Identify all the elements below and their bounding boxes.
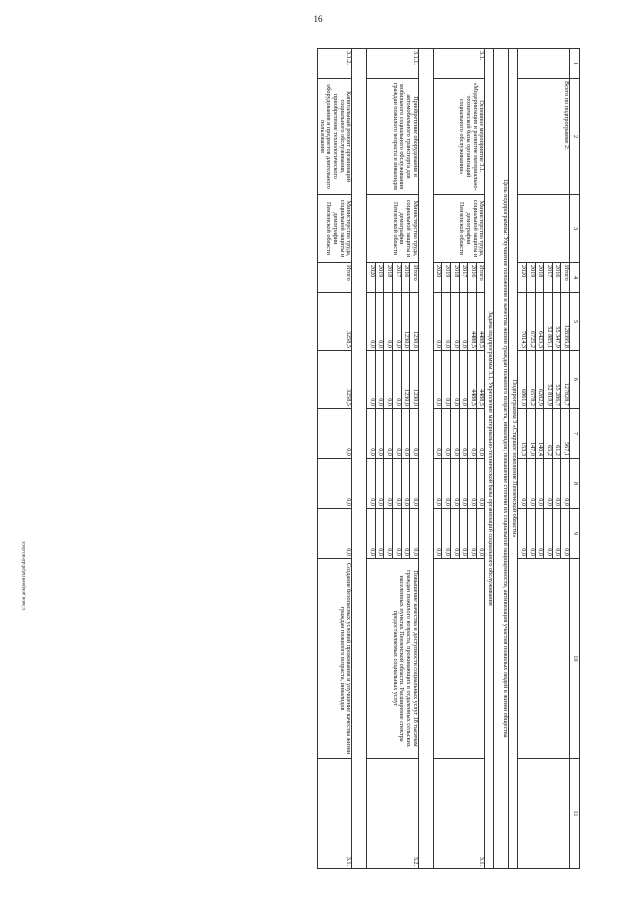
value-local-cell: 0,0 — [442, 409, 451, 459]
value-local-cell: 0,0 — [317, 409, 351, 459]
value-regional-cell: 0,0 — [451, 351, 460, 409]
value-other-cell: 0,0 — [476, 509, 485, 559]
empty-cell — [518, 559, 570, 759]
year-cell: 2020 — [433, 263, 442, 293]
year-cell: 2018 — [535, 263, 544, 293]
value-local-cell: 0,0 — [384, 409, 393, 459]
budget-table — [317, 48, 580, 869]
column-number-11: 11 — [570, 759, 580, 869]
value-regional-cell: 0,0 — [459, 351, 468, 409]
value-local-cell: 0,0 — [476, 409, 485, 459]
value-total-cell: 4488,5 — [476, 293, 485, 351]
value-total-cell: 0,0 — [442, 293, 451, 351]
value-federal-cell: 0,0 — [317, 459, 351, 509]
value-other-cell: 0,0 — [518, 509, 527, 559]
value-local-cell: 0,0 — [393, 409, 402, 459]
spacer-cell — [352, 49, 367, 869]
value-federal-cell: 0,0 — [552, 459, 561, 509]
value-other-cell: 0,0 — [552, 509, 561, 559]
value-local-cell: 0,0 — [468, 409, 477, 459]
value-total-cell: 0,0 — [451, 293, 460, 351]
value-regional-cell: 0,0 — [375, 351, 384, 409]
value-federal-cell: 0,0 — [561, 459, 570, 509]
table-body — [317, 49, 579, 869]
value-other-cell: 0,0 — [459, 509, 468, 559]
value-other-cell: 0,0 — [410, 509, 419, 559]
item-number: 3.1.1. — [367, 49, 419, 79]
value-federal-cell: 0,0 — [476, 459, 485, 509]
value-regional-cell: 0,0 — [384, 351, 393, 409]
total-row — [561, 49, 570, 869]
value-local-cell: 0,0 — [401, 409, 410, 459]
value-local-cell: 0,0 — [459, 409, 468, 459]
year-cell: 2020 — [367, 263, 376, 293]
value-local-cell: 0,0 — [367, 409, 376, 459]
value-regional-cell: 55 286,7 — [552, 351, 561, 409]
value-other-cell: 0,0 — [535, 509, 544, 559]
year-cell: 2017 — [544, 263, 553, 293]
value-local-cell: 140,4 — [535, 409, 544, 459]
year-cell: 2016 — [552, 263, 561, 293]
value-total-cell: 0,0 — [393, 293, 402, 351]
value-other-cell: 0,0 — [442, 509, 451, 559]
document-table-rotated — [72, 48, 580, 868]
value-local-cell: 0,0 — [433, 409, 442, 459]
value-regional-cell: 4488,5 — [476, 351, 485, 409]
value-federal-cell: 0,0 — [468, 459, 477, 509]
value-total-cell: 6423,3 — [535, 293, 544, 351]
value-federal-cell: 0,0 — [410, 459, 419, 509]
item-name: Капитальный ремонт организаций социального обслуживания, приобретение технологического оборудования и предметов длительного пользования — [317, 79, 351, 195]
value-total-cell: 1230,0 — [410, 293, 419, 351]
target-indicator-cell: 3.2. — [367, 759, 419, 869]
value-total-cell: 128395,8 — [561, 293, 570, 351]
value-regional-cell: 6861,0 — [518, 351, 527, 409]
value-federal-cell: 0,0 — [527, 459, 536, 509]
item-number: 3.1.2. — [317, 49, 351, 79]
target-indicator-cell: 3.1. — [433, 759, 485, 869]
value-other-cell: 0,0 — [367, 509, 376, 559]
value-other-cell: 0,0 — [384, 509, 393, 559]
item-number: 3.1. — [433, 49, 485, 79]
value-total-cell: 1230,0 — [401, 293, 410, 351]
value-regional-cell: 4488,5 — [468, 351, 477, 409]
column-number-3: 3 — [570, 195, 580, 263]
value-federal-cell: 0,0 — [433, 459, 442, 509]
value-total-cell: 0,0 — [384, 293, 393, 351]
value-other-cell: 0,0 — [544, 509, 553, 559]
value-local-cell: 65,2 — [544, 409, 553, 459]
year-cell: 2018 — [384, 263, 393, 293]
value-other-cell: 0,0 — [451, 509, 460, 559]
item-row — [317, 49, 351, 869]
value-regional-cell: 0,0 — [433, 351, 442, 409]
value-total-cell: 52 885,1 — [544, 293, 553, 351]
expected-result-cell: Создание безопасных условий проживания и улучшение качества жизни граждан пожилого возраста, инвалидов — [317, 559, 351, 759]
footer-file-path: c:\мои документы\pd\44-ип.docx — [22, 541, 27, 610]
value-local-cell: 567,1 — [561, 409, 570, 459]
spacer-cell — [418, 49, 433, 869]
item-name: Приобретение оборудования и автомобильного транспорта для мобильного социального обслуживания граждан пожилого возраста и инвалидов — [367, 79, 419, 195]
value-other-cell: 0,0 — [561, 509, 570, 559]
subprogram-goal-row — [494, 49, 509, 869]
value-other-cell: 0,0 — [433, 509, 442, 559]
column-number-5: 5 — [570, 293, 580, 351]
subprogram-task: Задача подпрограммы 3.1. Укрепление материально-технической базы организаций социального обслуживания — [485, 49, 494, 869]
target-indicator-cell: 3.1. — [317, 759, 351, 869]
subprogram-title: Подпрограмма 3 «Старшее поколение Пензенской области» — [509, 49, 518, 869]
item-name: Основное мероприятие 3.1. «Модернизация и развитие материально-технической базы организаций социального обслуживания» — [433, 79, 485, 195]
value-federal-cell: 0,0 — [442, 459, 451, 509]
value-total-cell: 0,0 — [433, 293, 442, 351]
item-row — [410, 49, 419, 869]
value-local-cell: 0,0 — [451, 409, 460, 459]
value-regional-cell: 6282,9 — [535, 351, 544, 409]
value-local-cell: 153,3 — [518, 409, 527, 459]
item-executor: Министерство труда, социальной защиты и демографии Пензенской области — [317, 195, 351, 263]
column-number-6: 6 — [570, 351, 580, 409]
value-regional-cell: 1230,0 — [410, 351, 419, 409]
expected-result-cell: Повышение качества и доступности социальных услуг 18 тысячам граждан пожилого возраста, проживающих в отдаленных сельских населенных пунктах Пензенской области. Расширение спектра предоставляемых социальных услуг — [367, 559, 419, 759]
value-other-cell: 0,0 — [468, 509, 477, 559]
value-total-cell: 7014,3 — [518, 293, 527, 351]
value-other-cell: 0,0 — [527, 509, 536, 559]
value-regional-cell: 127828,7 — [561, 351, 570, 409]
page-number: 16 — [313, 14, 323, 24]
value-total-cell: 4488,5 — [468, 293, 477, 351]
empty-cell — [518, 759, 570, 869]
total-label: Всего по подпрограмме 2: — [518, 79, 570, 195]
value-local-cell: 147,0 — [527, 409, 536, 459]
column-number-row — [570, 49, 580, 869]
value-federal-cell: 0,0 — [459, 459, 468, 509]
column-number-8: 8 — [570, 459, 580, 509]
value-total-cell: 3258,5 — [317, 293, 351, 351]
value-federal-cell: 0,0 — [544, 459, 553, 509]
value-regional-cell: 0,0 — [442, 351, 451, 409]
column-number-9: 9 — [570, 509, 580, 559]
value-local-cell: 0,0 — [410, 409, 419, 459]
year-cell: 2019 — [442, 263, 451, 293]
spacer-row — [418, 49, 433, 869]
year-cell: 2017 — [459, 263, 468, 293]
value-federal-cell: 0,0 — [393, 459, 402, 509]
year-cell: 2016 — [401, 263, 410, 293]
value-regional-cell: 0,0 — [393, 351, 402, 409]
value-regional-cell: 0,0 — [367, 351, 376, 409]
year-cell: Итого — [317, 263, 351, 293]
empty-cell — [518, 49, 570, 79]
value-regional-cell: 3258,5 — [317, 351, 351, 409]
value-regional-cell: 52 819,9 — [544, 351, 553, 409]
value-other-cell: 0,0 — [393, 509, 402, 559]
value-federal-cell: 0,0 — [518, 459, 527, 509]
column-number-4: 4 — [570, 263, 580, 293]
value-total-cell: 55 347,9 — [552, 293, 561, 351]
subprogram-task-row — [485, 49, 494, 869]
value-federal-cell: 0,0 — [535, 459, 544, 509]
item-executor: Министерство труда, социальной защиты и демографии Пензенской области — [367, 195, 419, 263]
value-federal-cell: 0,0 — [401, 459, 410, 509]
value-total-cell: 0,0 — [459, 293, 468, 351]
value-federal-cell: 0,0 — [367, 459, 376, 509]
year-cell: 2018 — [451, 263, 460, 293]
item-row — [476, 49, 485, 869]
subprogram-title-row — [509, 49, 518, 869]
empty-cell — [518, 195, 570, 263]
value-federal-cell: 0,0 — [375, 459, 384, 509]
spacer-row — [352, 49, 367, 869]
year-cell: 2016 — [468, 263, 477, 293]
year-cell: 2017 — [393, 263, 402, 293]
column-number-10: 10 — [570, 559, 580, 759]
column-number-1: 1 — [570, 49, 580, 79]
expected-result-cell — [433, 559, 485, 759]
year-cell: 2019 — [375, 263, 384, 293]
item-executor: Министерство труда, социальной защиты и демографии Пензенской области — [433, 195, 485, 263]
value-total-cell: 0,0 — [367, 293, 376, 351]
year-cell: Итого — [410, 263, 419, 293]
value-other-cell: 0,0 — [317, 509, 351, 559]
year-cell: Итого — [561, 263, 570, 293]
value-local-cell: 61,2 — [552, 409, 561, 459]
value-regional-cell: 1230,0 — [401, 351, 410, 409]
year-cell: 2019 — [527, 263, 536, 293]
year-cell: Итого — [476, 263, 485, 293]
value-total-cell: 0,0 — [375, 293, 384, 351]
value-regional-cell: 6578,2 — [527, 351, 536, 409]
column-number-7: 7 — [570, 409, 580, 459]
value-federal-cell: 0,0 — [451, 459, 460, 509]
column-number-2: 2 — [570, 79, 580, 195]
year-cell: 2020 — [518, 263, 527, 293]
subprogram-goal: Цель подпрограммы: Улучшение положения и качества жизни граждан пожилого возраста, инвалидов; повышение степени их социальной защищенности, активизация участия пожилых людей в жизни общества — [494, 49, 509, 869]
value-local-cell: 0,0 — [375, 409, 384, 459]
value-other-cell: 0,0 — [401, 509, 410, 559]
value-other-cell: 0,0 — [375, 509, 384, 559]
value-total-cell: 6725,2 — [527, 293, 536, 351]
value-federal-cell: 0,0 — [384, 459, 393, 509]
